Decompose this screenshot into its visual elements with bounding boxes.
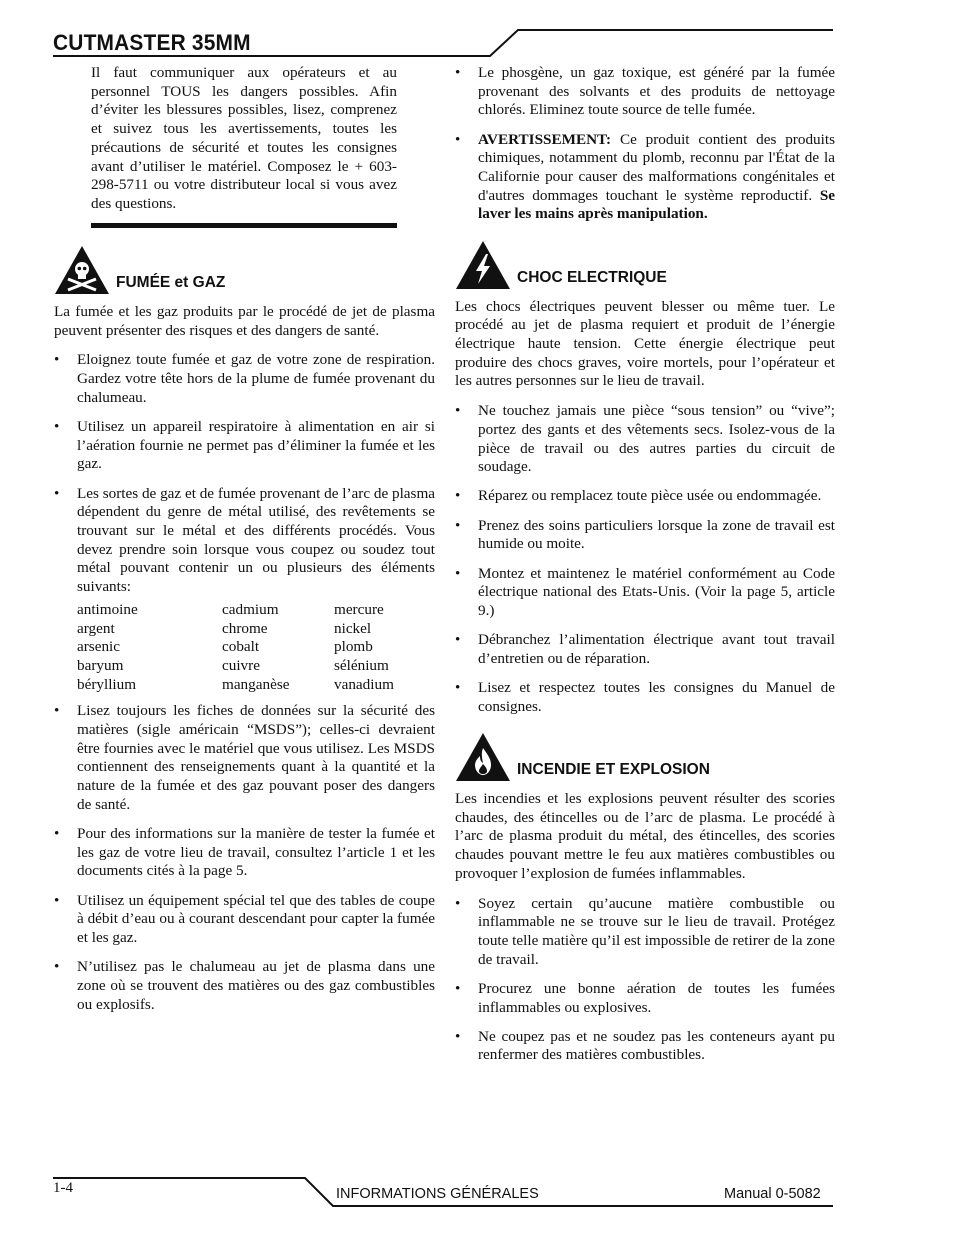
list-item: • Réparez ou remplacez toute pièce usée ou endommagée.	[455, 487, 835, 506]
fire-intro: Les incendies et les explosions peuvent résulter des scories chaudes, des étincelles ou de l’arc de plasma. Le procédé à l’arc de plasma produit du métal, des étincelles, des scories chaudes pouvant mettre le feu aux matières combustibles ou provoquer l’explosion de fumées inflammables.	[455, 789, 835, 882]
list-item: • Procurez une bonne aération de toutes les fumées inflammables ou explosives.	[455, 980, 835, 1017]
metals-table	[77, 601, 435, 695]
footer-manual-number: Manual 0-5082	[724, 1186, 821, 1202]
metal-cell: cuivre	[222, 656, 260, 674]
warning-item	[455, 131, 835, 225]
list-item: • Utilisez un équipement spécial tel que des tables de coupe à débit d’eau ou à courant descendant pour capter la fumée et les gaz.	[54, 892, 435, 948]
metal-cell: arsenic	[77, 638, 121, 656]
warning-text: Ce produit contient des produits chimiques, notamment du plomb, reconnu par l'État de la Californie pour causer des malformations congénitales et d'autres dommages touchant le système reproductif.	[478, 130, 835, 204]
list-item: • Lisez et respectez toutes les consignes du Manuel de consignes.	[455, 679, 835, 716]
metal-cell: cobalt	[222, 638, 260, 656]
fire-bullets	[455, 895, 835, 1066]
header-title: CUTMASTER 35MM	[53, 30, 251, 55]
list-item: • Débranchez l’alimentation électrique avant tout travail d’entretien ou de réparation.	[455, 631, 835, 668]
electric-bullets	[455, 402, 835, 716]
metal-cell: plomb	[334, 638, 373, 656]
fumes-heading-label: FUMÉE et GAZ	[116, 274, 226, 292]
metal-cell: manganèse	[222, 675, 290, 693]
intro-block	[91, 64, 397, 214]
metal-cell: cadmium	[222, 600, 279, 618]
fumes-heading	[54, 240, 435, 295]
metal-cell: vanadium	[334, 675, 394, 693]
list-item: • Eloignez toute fumée et gaz de votre zone de respiration. Gardez votre tête hors de la plume de fumée provenant du chalumeau.	[54, 351, 435, 407]
flame-icon	[455, 732, 511, 782]
metal-cell: mercure	[334, 600, 384, 618]
lightning-bolt-icon	[455, 240, 511, 290]
list-item: • Le phosgène, un gaz toxique, est généré par la fumée provenant des solvants et des produits de nettoyage chlorés. Eliminez toute source de telle fumée.	[455, 64, 835, 120]
list-item: • Prenez des soins particuliers lorsque la zone de travail est humide ou moite.	[455, 517, 835, 554]
list-item: • Montez et maintenez le matériel conformément au Code électrique national des Etats-Unis. (Voir la page 5, article 9.)	[455, 565, 835, 621]
intro-text: Il faut communiquer aux opérateurs et au personnel TOUS les dangers possibles. Afin d’éviter les blessures possibles, lisez, comprenez et suivez tous les avertissements, toutes les précautions de sécurité et toutes les consignes avant d’utiliser le matériel. Composez le + 603-298-5711 ou votre distributeur local si vous avez des questions.	[91, 64, 397, 212]
metal-cell: antimoine	[77, 600, 138, 618]
electric-intro: Les chocs électriques peuvent blesser ou même tuer. Le procédé au jet de plasma requiert et produit de l’énergie électrique haute tension. Cette énergie électrique peut produire des chocs graves, voire mortels, pour l’opérateur et les autres personnes sur le lieu de travail.	[455, 297, 835, 390]
fumes-bullets-before	[54, 351, 435, 596]
list-item: • N’utilisez pas le chalumeau au jet de plasma dans une zone où se trouvent des matières ou des gaz combustibles ou explosifs.	[54, 958, 435, 1014]
warning-bold-end: Se laver les mains après manipulation.	[478, 186, 835, 223]
fire-heading-label: INCENDIE ET EXPLOSION	[517, 761, 710, 779]
right-top-bullets	[455, 64, 835, 224]
list-item: • Pour des informations sur la manière de tester la fumée et les gaz de votre lieu de travail, consultez l’article 1 et les documents cités à la page 5.	[54, 825, 435, 881]
warning-label: AVERTISSEMENT:	[478, 130, 612, 148]
metal-cell: sélénium	[334, 656, 389, 674]
metal-cell: chrome	[222, 619, 268, 637]
metal-cell: béryllium	[77, 675, 137, 693]
list-item: • Lisez toujours les fiches de données sur la sécurité des matières (sigle américain “MSDS”); celles-ci devraient être fournies avec le matériel que vous utilisez. Les MSDS contiennent des renseignements quant à la quantité et la nature de la fumée et des gaz pouvant poser des dangers de santé.	[54, 702, 435, 814]
list-item: • Ne touchez jamais une pièce “sous tension” ou “vive”; portez des gants et des vêtements secs. Isolez-vous de la pièce de travail ou des autres parties du circuit de soudage.	[455, 402, 835, 477]
electric-heading	[455, 235, 835, 290]
list-item: • Soyez certain qu’aucune matière combustible ou inflammable ne se trouve sur le lieu de travail. Protégez toute telle matière qu’il est impossible de retirer de la zone de travail.	[455, 895, 835, 970]
list-item: • Ne coupez pas et ne soudez pas les conteneurs ayant pu renfermer des matières combustibles.	[455, 1028, 835, 1065]
metal-cell: baryum	[77, 656, 124, 674]
page-number: 1-4	[53, 1180, 73, 1196]
right-column	[455, 64, 835, 1076]
intro-divider	[91, 223, 397, 228]
footer-section-title: INFORMATIONS GÉNÉRALES	[336, 1186, 539, 1202]
list-item: • Utilisez un appareil respiratoire à alimentation en air si l’aération fournie ne permet pas d’éliminer la fumée et les gaz.	[54, 418, 435, 474]
skull-crossbones-icon	[54, 245, 110, 295]
fire-heading	[455, 727, 835, 782]
electric-heading-label: CHOC ELECTRIQUE	[517, 268, 667, 286]
metal-cell: nickel	[334, 619, 372, 637]
fumes-intro: La fumée et les gaz produits par le procédé de jet de plasma peuvent présenter des risques et des dangers de santé.	[54, 303, 435, 339]
fumes-bullets-after	[54, 702, 435, 1014]
list-item: • Les sortes de gaz et de fumée provenant de l’arc de plasma dépendent du genre de métal utilisé, des revêtements se trouvant sur le métal et des différents procédés. Vous devez prendre soin lorsque vous coupez ou soudez tout métal pouvant contenir un ou plusieurs des éléments suivants:	[54, 485, 435, 597]
fumes-section	[54, 240, 435, 1025]
metal-cell: argent	[77, 619, 115, 637]
